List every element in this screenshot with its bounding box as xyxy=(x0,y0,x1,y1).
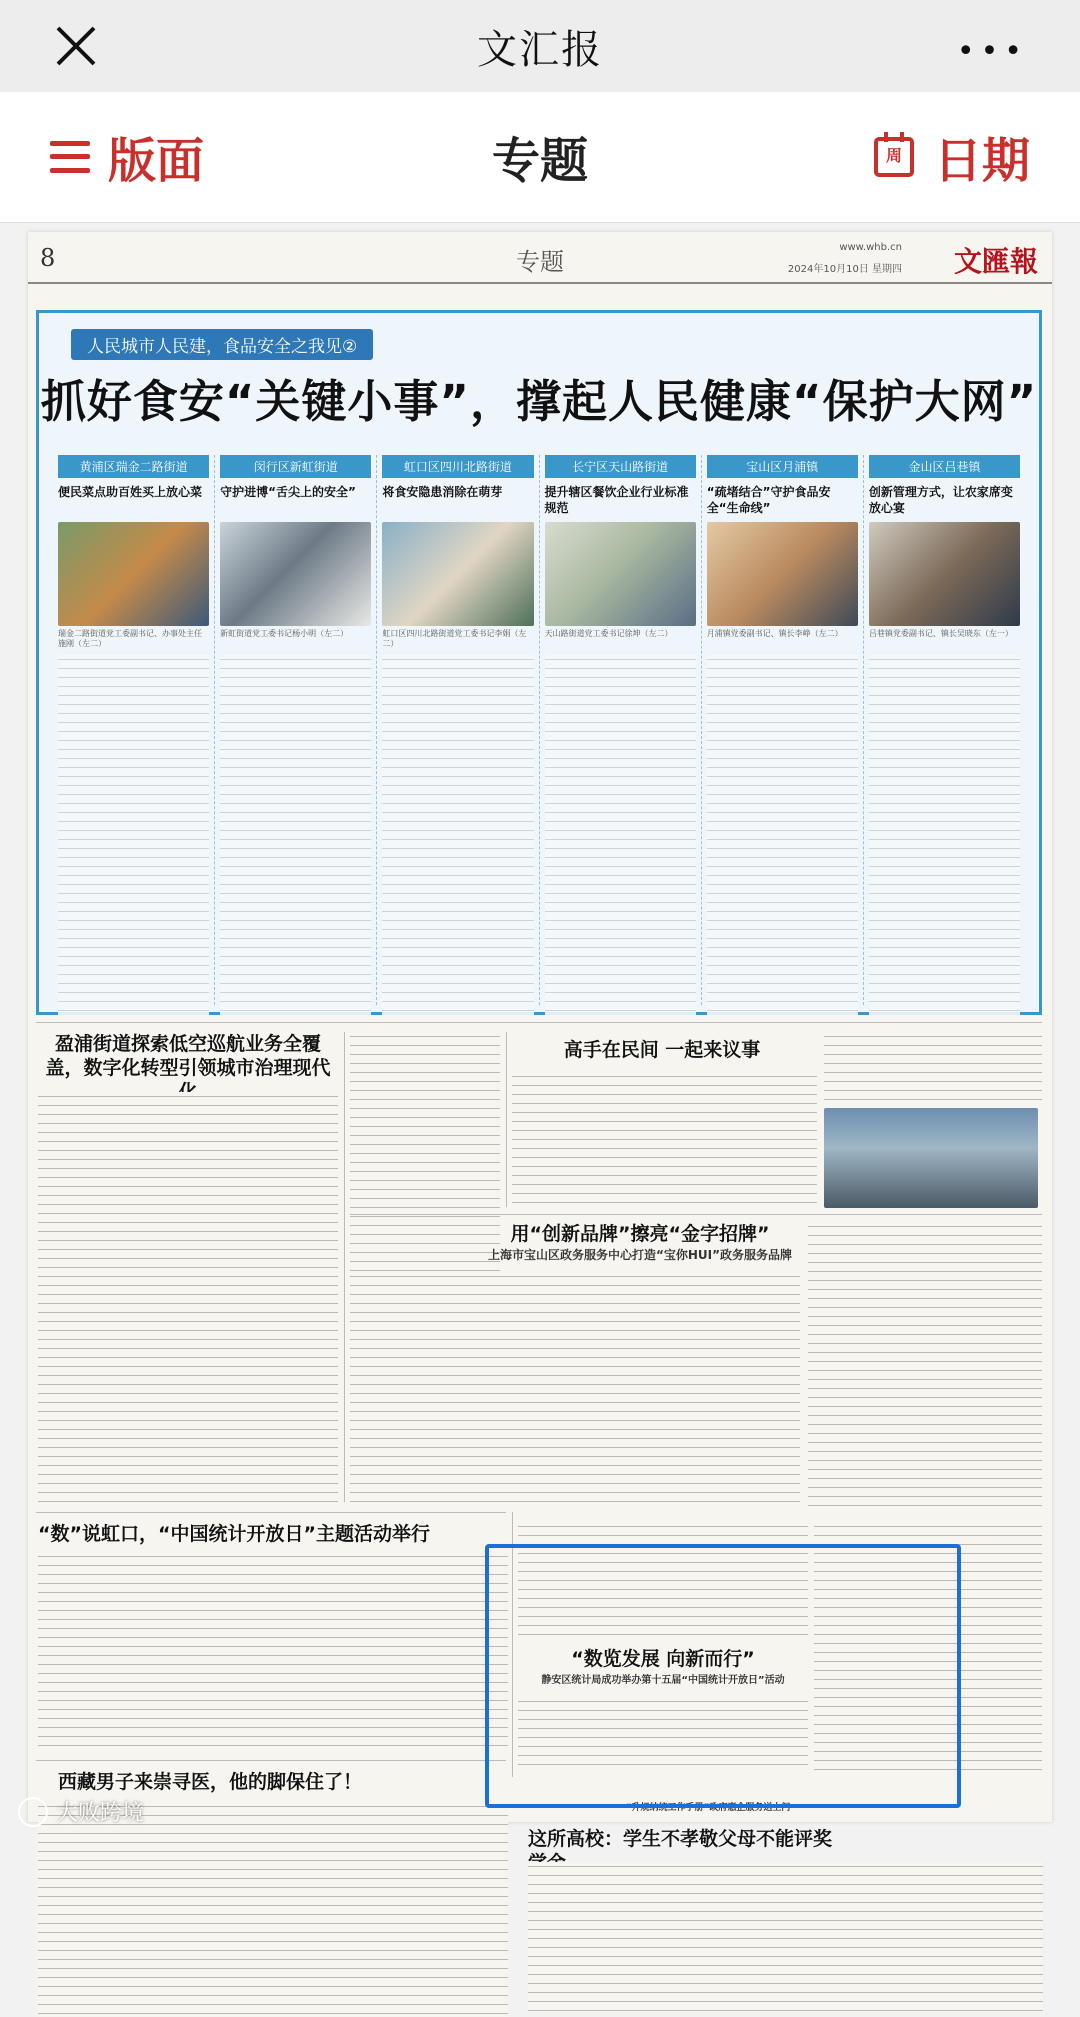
column-subtitle: 将食安隐患消除在萌芽 xyxy=(382,485,503,499)
photo-caption: 月浦镇党委副书记、镇长李峥（左二） xyxy=(706,629,843,638)
article-text xyxy=(824,1032,1042,1102)
feature-column xyxy=(540,455,702,1005)
page-number: 8 xyxy=(40,244,56,272)
article-title: 西藏男子来崇寻医，他的脚保住了！ xyxy=(58,1771,363,1793)
layout-label: 版面 xyxy=(108,133,205,189)
article-photo xyxy=(824,1108,1038,1208)
page-site: www.whb.cn xyxy=(839,242,902,253)
article-title: “数”说虹口，“中国统计开放日”主题活动举行 xyxy=(38,1523,430,1545)
feature-column xyxy=(53,455,215,1005)
column-photo xyxy=(707,522,858,626)
photo-caption: 瑞金二路街道党工委副书记、办事处主任施刚（左二） xyxy=(58,629,202,648)
feature-column xyxy=(215,455,377,1005)
page-header xyxy=(28,232,1052,284)
column-location: 长宁区天山路街道 xyxy=(545,455,696,478)
column-photo xyxy=(220,522,371,626)
article-title: “数览发展 向新而行” xyxy=(571,1648,755,1670)
watermark-logo-icon xyxy=(18,1797,48,1827)
column-location: 虹口区四川北路街道 xyxy=(382,455,533,478)
column-photo xyxy=(382,522,533,626)
column-text xyxy=(707,655,858,1015)
article-title: 这所高校：学生不孝敬父母不能评奖 xyxy=(528,1828,833,1850)
column-text xyxy=(869,655,1020,1015)
column-subtitle: 守护进博“舌尖上的安全” xyxy=(220,485,356,499)
more-icon[interactable]: ••• xyxy=(956,34,1028,69)
page-section: 专题 xyxy=(516,248,564,276)
column-location: 金山区吕巷镇 xyxy=(869,455,1020,478)
photo-caption: 天山路街道党工委书记徐坤（左二） xyxy=(544,629,673,638)
column-photo xyxy=(545,522,696,626)
calendar-icon: 周 xyxy=(874,137,914,177)
article-community-discussion[interactable] xyxy=(512,1038,812,1062)
photo-caption: 吕巷镇党委副书记、镇长吴晓东（左一） xyxy=(868,629,1013,638)
photo-caption: 虹口区四川北路街道党工委书记李娟（左二） xyxy=(382,629,527,648)
column-subtitle: 创新管理方式，让农家席变放心宴 xyxy=(868,485,1013,515)
article-tibet-patient[interactable] xyxy=(58,1770,488,1794)
column-photo xyxy=(869,522,1020,626)
column-text xyxy=(545,655,696,1015)
highlight-box xyxy=(485,1544,961,1808)
feature-headline: 抓好食安“关键小事”，撑起人民健康“保护大网” xyxy=(40,375,1038,428)
article-text xyxy=(38,1552,508,1752)
column-subtitle: “疏堵结合”守护食品安全“生命线” xyxy=(706,485,831,515)
top-bar xyxy=(0,0,1080,92)
column-subtitle: 提升辖区餐饮企业行业标准规范 xyxy=(544,485,689,515)
column-text xyxy=(58,655,209,1015)
column-text xyxy=(220,655,371,1015)
article-title: 盈浦街道探索低空巡航业务全覆盖，数字化转型引领城市治理现代 xyxy=(45,1033,331,1079)
column-location: 宝山区月浦镇 xyxy=(707,455,858,478)
date-button[interactable] xyxy=(874,122,1030,191)
article-text xyxy=(512,1072,817,1207)
column-location: 闵行区新虹街道 xyxy=(220,455,371,478)
feature-column xyxy=(377,455,539,1005)
column-text xyxy=(382,655,533,1015)
article-title: 高手在民间 一起来议事 xyxy=(563,1039,761,1061)
article-subtitle: 上海市宝山区政务服务中心打造“宝你HUI”政务服务品牌 xyxy=(487,1248,793,1262)
article-banner: “升规纳统工作手册”政府惠企服务送上门 xyxy=(625,1803,791,1813)
date-label: 日期 xyxy=(933,133,1030,189)
article-text xyxy=(38,1802,508,2017)
article-text xyxy=(350,1272,800,1507)
column-subtitle: 便民菜点助百姓买上放心菜 xyxy=(58,485,203,499)
article-hongkou-statistics[interactable] xyxy=(38,1522,508,1546)
feature-kicker: 人民城市人民建，食品安全之我见② xyxy=(71,329,373,360)
article-text xyxy=(808,1222,1042,1507)
nav-bar xyxy=(0,92,1080,223)
page-date: 2024年10月10日 星期四 xyxy=(787,264,902,275)
feature-article[interactable] xyxy=(36,310,1042,1015)
current-section-title: 专题 xyxy=(491,133,588,189)
window-title: 文汇报 xyxy=(477,27,603,73)
feature-column xyxy=(864,455,1025,1005)
watermark-text: 大败跨境 xyxy=(56,1801,145,1826)
paper-logo: 文匯報 xyxy=(953,245,1038,278)
column-photo xyxy=(58,522,209,626)
article-title: 用“创新品牌”擦亮“金字招牌” xyxy=(510,1223,770,1245)
article-text xyxy=(38,1092,338,1502)
watermark xyxy=(18,1796,144,1827)
column-location: 黄浦区瑞金二路街道 xyxy=(58,455,209,478)
feature-column xyxy=(702,455,864,1005)
article-text xyxy=(528,1862,1043,2012)
photo-caption: 新虹街道党工委书记杨小明（左二） xyxy=(220,629,349,638)
article-subtitle: 静安区统计局成功举办第十五届“中国统计开放日”活动 xyxy=(541,1675,785,1686)
